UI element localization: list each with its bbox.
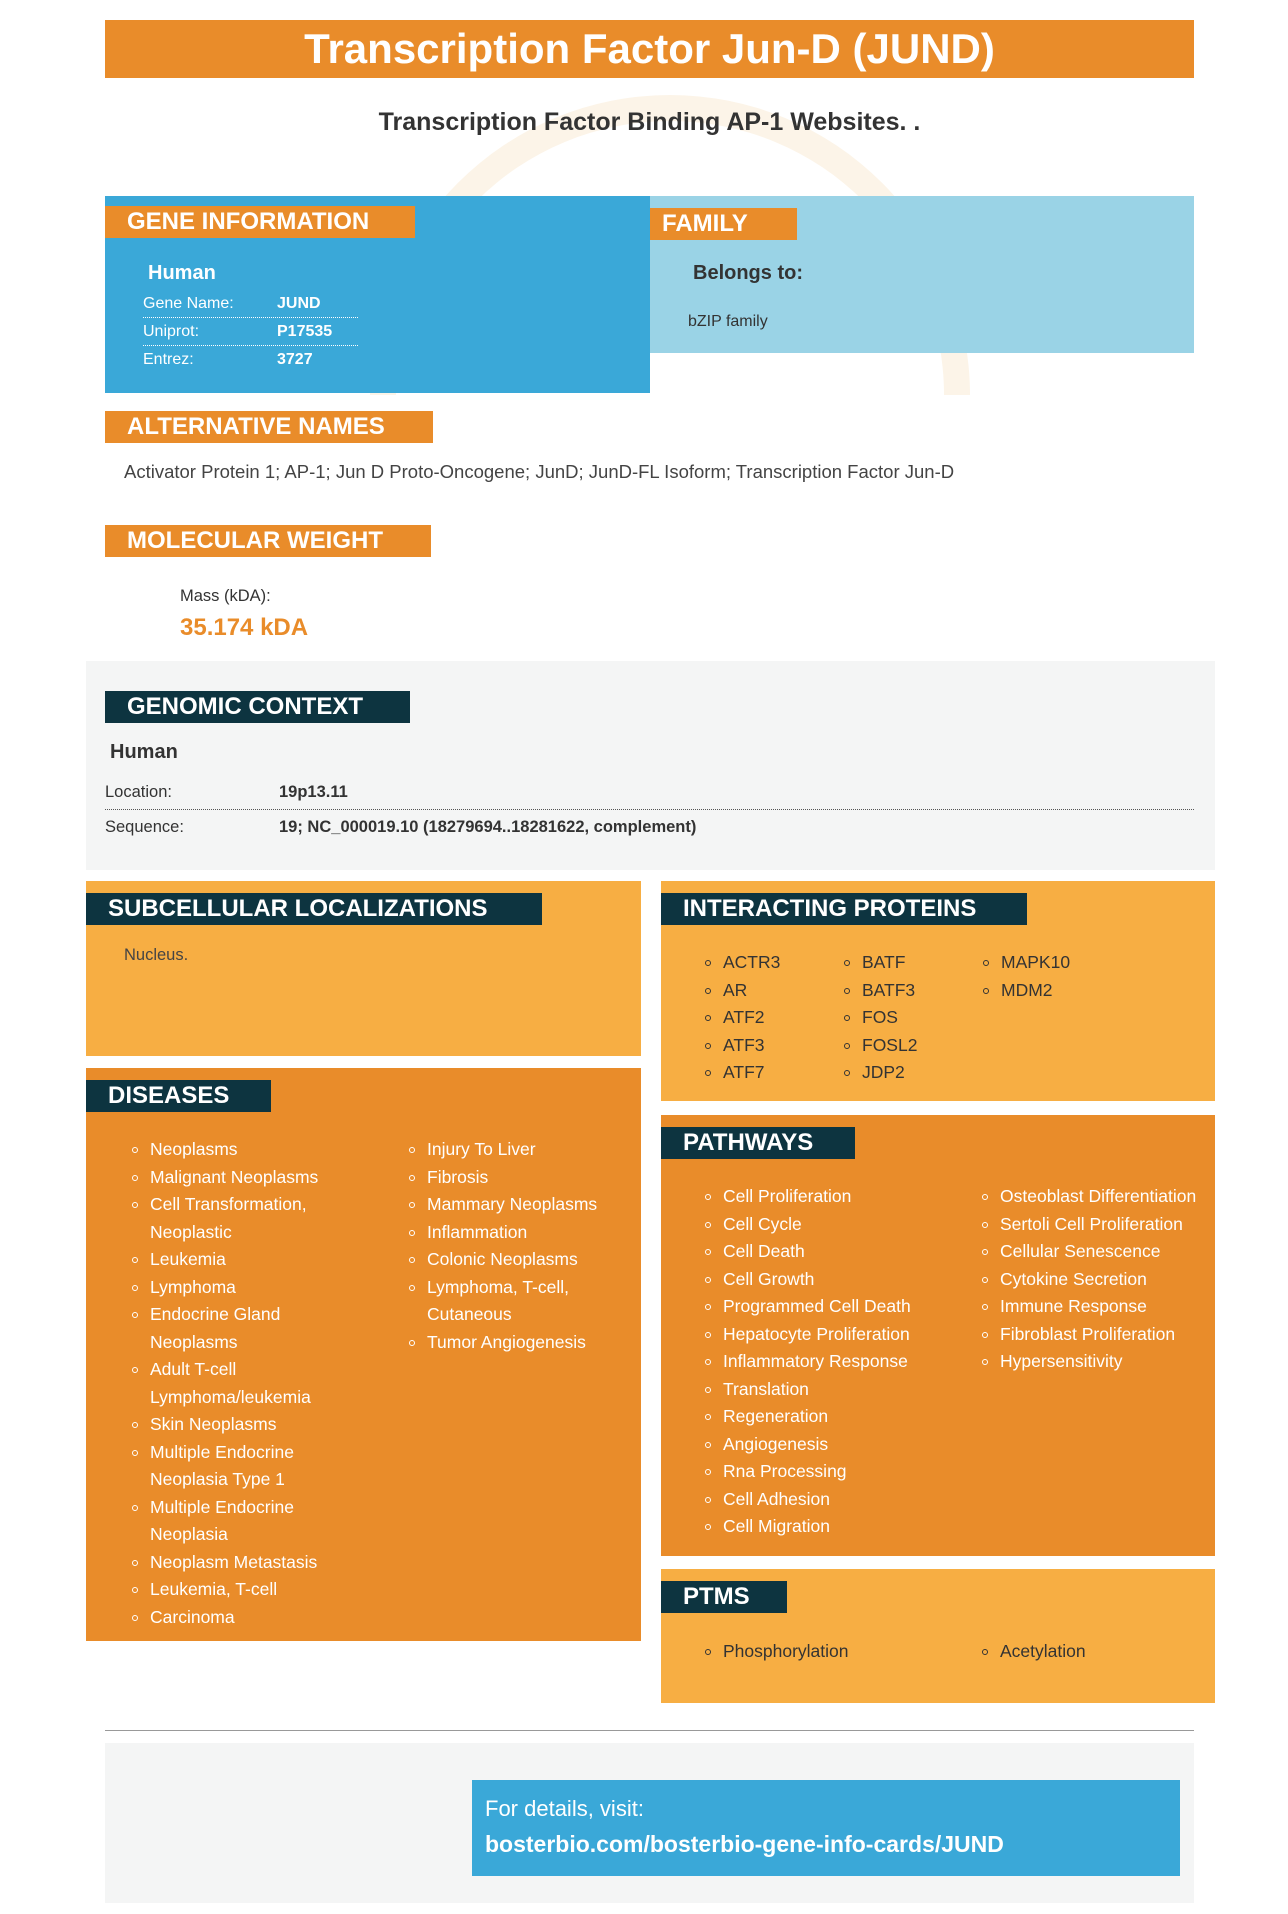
- disease-item: Colonic Neoplasms: [403, 1246, 633, 1274]
- ptms-panel: [661, 1569, 1215, 1703]
- pathways-list-col2: [976, 1183, 1201, 1376]
- gene-information-heading: GENE INFORMATION: [105, 206, 415, 238]
- genomic-context-panel: [86, 661, 1215, 870]
- mass-label: Mass (kDA):: [180, 587, 271, 605]
- ptm-item: Phosphorylation: [699, 1638, 949, 1666]
- family-value: bZIP family: [688, 313, 768, 330]
- footer-link-box[interactable]: [472, 1780, 1180, 1876]
- protein-item: FOSL2: [838, 1032, 968, 1060]
- sequence-value: 19; NC_000019.10 (18279694..18281622, complement): [279, 818, 697, 836]
- pathway-item: Fibroblast Proliferation: [976, 1321, 1201, 1349]
- interacting-list-col2: [838, 949, 968, 1087]
- pathway-item: Hypersensitivity: [976, 1348, 1201, 1376]
- family-panel: [650, 196, 1194, 353]
- pathway-item: Cell Growth: [699, 1266, 959, 1294]
- pathway-item: Cell Cycle: [699, 1211, 959, 1239]
- pathway-item: Cellular Senescence: [976, 1238, 1201, 1266]
- pathway-item: Regeneration: [699, 1403, 959, 1431]
- protein-item: ATF2: [699, 1004, 829, 1032]
- gene-row-uniprot: [143, 318, 358, 346]
- gene-rows: [143, 290, 358, 373]
- pathway-item: Angiogenesis: [699, 1431, 959, 1459]
- interacting-proteins-panel: [661, 881, 1215, 1101]
- pathway-item: Programmed Cell Death: [699, 1293, 959, 1321]
- disease-item: Inflammation: [403, 1219, 633, 1247]
- protein-item: AR: [699, 977, 829, 1005]
- gene-name-value: JUND: [277, 294, 321, 312]
- footer-visit-text: For details, visit:: [485, 1796, 644, 1821]
- protein-item: JDP2: [838, 1059, 968, 1087]
- pathway-item: Immune Response: [976, 1293, 1201, 1321]
- genomic-context-heading: GENOMIC CONTEXT: [105, 691, 410, 723]
- disease-item: Fibrosis: [403, 1164, 633, 1192]
- disease-item: Leukemia: [126, 1246, 366, 1274]
- diseases-panel: [86, 1068, 641, 1641]
- protein-item: MAPK10: [977, 949, 1107, 977]
- diseases-heading: DISEASES: [86, 1080, 271, 1112]
- pathway-item: Osteoblast Differentiation: [976, 1183, 1201, 1211]
- pathway-item: Hepatocyte Proliferation: [699, 1321, 959, 1349]
- disease-item: Adult T-cell Lymphoma/leukemia: [126, 1356, 366, 1411]
- uniprot-label: Uniprot:: [143, 322, 200, 340]
- footer-url-link[interactable]: bosterbio.com/bosterbio-gene-info-cards/JUND: [485, 1831, 1004, 1857]
- mass-value: 35.174 kDA: [180, 614, 309, 641]
- entrez-value: 3727: [277, 350, 313, 368]
- pathways-panel: [661, 1115, 1215, 1556]
- pathway-item: Sertoli Cell Proliferation: [976, 1211, 1201, 1239]
- page-title: Transcription Factor Jun-D (JUND): [105, 20, 1194, 78]
- pathways-heading: PATHWAYS: [661, 1127, 855, 1159]
- interacting-list-col1: [699, 949, 829, 1087]
- gene-row-entrez: [143, 346, 358, 373]
- interacting-list-col3: [977, 949, 1107, 1004]
- disease-item: Cell Transformation, Neoplastic: [126, 1191, 366, 1246]
- disease-item: Multiple Endocrine Neoplasia: [126, 1494, 366, 1549]
- disease-item: Lymphoma: [126, 1274, 366, 1302]
- disease-item: Mammary Neoplasms: [403, 1191, 633, 1219]
- disease-item: Neoplasms: [126, 1136, 366, 1164]
- location-value: 19p13.11: [279, 783, 348, 801]
- ptms-list-col2: [976, 1638, 1196, 1666]
- location-row: [105, 776, 1194, 810]
- ptms-heading: PTMS: [661, 1581, 787, 1613]
- gene-species: Human: [148, 262, 216, 284]
- subcellular-text: Nucleus.: [124, 946, 189, 964]
- disease-item: Carcinoma: [126, 1604, 366, 1632]
- protein-item: ATF3: [699, 1032, 829, 1060]
- disease-item: Malignant Neoplasms: [126, 1164, 366, 1192]
- diseases-list-col2: [403, 1136, 633, 1356]
- protein-item: MDM2: [977, 977, 1107, 1005]
- disease-item: Neoplasm Metastasis: [126, 1549, 366, 1577]
- protein-item: ATF7: [699, 1059, 829, 1087]
- disease-item: Tumor Angiogenesis: [403, 1329, 633, 1357]
- protein-item: BATF3: [838, 977, 968, 1005]
- disease-item: Endocrine Gland Neoplasms: [126, 1301, 366, 1356]
- subcellular-heading: SUBCELLULAR LOCALIZATIONS: [86, 893, 542, 925]
- page-subtitle: Transcription Factor Binding AP-1 Websites. .: [378, 108, 921, 136]
- interacting-proteins-heading: INTERACTING PROTEINS: [661, 893, 1027, 925]
- pathway-item: Cell Adhesion: [699, 1486, 959, 1514]
- alternative-names-text: Activator Protein 1; AP-1; Jun D Proto-Oncogene; JunD; JunD-FL Isoform; Transcription Factor Jun-D: [124, 461, 955, 482]
- ptm-item: Acetylation: [976, 1638, 1196, 1666]
- pathways-list-col1: [699, 1183, 959, 1541]
- disease-item: Multiple Endocrine Neoplasia Type 1: [126, 1439, 366, 1494]
- gene-information-panel: [105, 196, 650, 393]
- footer-divider: [105, 1730, 1194, 1731]
- protein-item: ACTR3: [699, 949, 829, 977]
- entrez-label: Entrez:: [143, 350, 194, 368]
- subcellular-panel: [86, 881, 641, 1056]
- protein-item: BATF: [838, 949, 968, 977]
- sequence-row: [105, 813, 1194, 843]
- pathway-item: Cytokine Secretion: [976, 1266, 1201, 1294]
- disease-item: Skin Neoplasms: [126, 1411, 366, 1439]
- gene-row-name: [143, 290, 358, 318]
- pathway-item: Cell Migration: [699, 1513, 959, 1541]
- pathway-item: Rna Processing: [699, 1458, 959, 1486]
- alternative-names-heading: ALTERNATIVE NAMES: [105, 411, 433, 443]
- disease-item: Leukemia, T-cell: [126, 1576, 366, 1604]
- uniprot-value: P17535: [277, 322, 333, 340]
- disease-item: Injury To Liver: [403, 1136, 633, 1164]
- family-belongs-label: Belongs to:: [693, 262, 803, 284]
- gene-name-label: Gene Name:: [143, 294, 234, 312]
- genomic-species: Human: [110, 741, 178, 763]
- pathway-item: Cell Death: [699, 1238, 959, 1266]
- diseases-list-col1: [126, 1136, 366, 1631]
- location-label: Location:: [105, 783, 172, 801]
- sequence-label: Sequence:: [105, 818, 184, 836]
- molecular-weight-heading: MOLECULAR WEIGHT: [105, 525, 431, 557]
- disease-item: Lymphoma, T-cell, Cutaneous: [403, 1274, 633, 1329]
- pathway-item: Inflammatory Response: [699, 1348, 959, 1376]
- ptms-list-col1: [699, 1638, 949, 1666]
- pathway-item: Cell Proliferation: [699, 1183, 959, 1211]
- protein-item: FOS: [838, 1004, 968, 1032]
- pathway-item: Translation: [699, 1376, 959, 1404]
- family-heading: FAMILY: [650, 208, 797, 240]
